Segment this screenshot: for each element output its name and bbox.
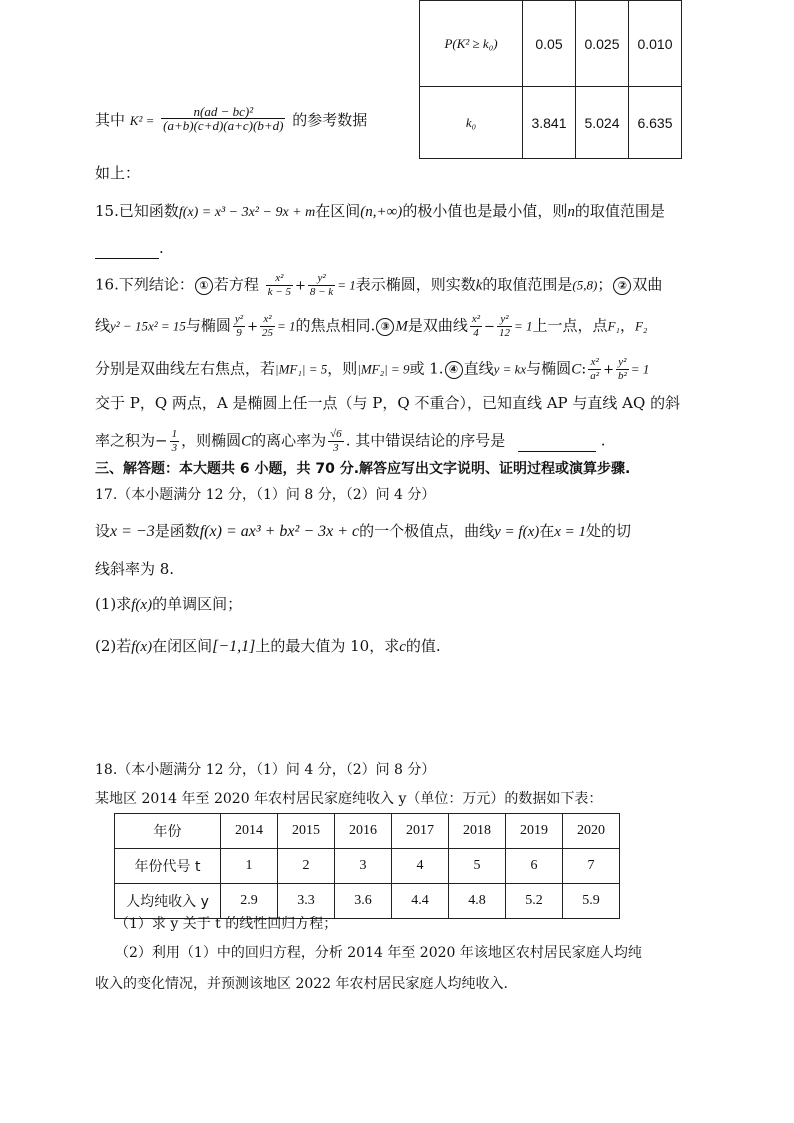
q16-text: 16.下列结论： (95, 275, 194, 294)
q16-text: . 其中错误结论的序号是 (345, 431, 506, 450)
table-cell: 5 (449, 849, 506, 884)
q17-part-2 (95, 636, 441, 657)
frac-num: x² (588, 356, 601, 370)
q17-text: 在闭区间 (152, 637, 213, 655)
var-f2: F₂ (634, 318, 648, 334)
q16-text: . (600, 431, 606, 450)
table-cell: 2014 (221, 814, 278, 849)
frac-den: 25 (262, 327, 274, 339)
var-f1: F₁ (607, 318, 620, 334)
table-cell: 4 (392, 849, 449, 884)
table-cell: 3.6 (335, 884, 392, 919)
var-k: k (475, 277, 483, 294)
table-cell: 7 (563, 849, 620, 884)
item-marker-1: ① (195, 277, 213, 295)
op: + (294, 278, 306, 294)
q17-text: 设 (95, 522, 111, 540)
q16-text: 分别是双曲线左右焦点，若 (95, 359, 276, 378)
q16-text: : (581, 359, 587, 378)
q17-text: 的值. (405, 637, 441, 655)
q16-range: (5,8) (572, 277, 598, 293)
q18-header: 18.（本小题满分 12 分，（1）问 4 分，（2）问 8 分） (95, 762, 436, 778)
frac-num: x² (471, 313, 481, 325)
q15-function: f(x) = x³ − 3x² − 9x + m (178, 205, 316, 220)
table-cell: 5.9 (563, 884, 620, 919)
frac-den: b² (617, 370, 627, 382)
table-cell: 6 (506, 849, 563, 884)
q16-text: 的取值范围是 (482, 275, 573, 294)
q16-text: 与椭圆 (185, 316, 231, 335)
q17-text: 在 (539, 522, 555, 540)
q15-line (95, 201, 665, 223)
q17-math: c (399, 639, 406, 655)
q16-text: ； (597, 275, 613, 294)
op: − (484, 319, 495, 335)
item-marker-4: ④ (445, 361, 463, 379)
q16-fraction (170, 428, 180, 455)
q16-fraction (260, 313, 275, 340)
q15-text: 在区间 (315, 202, 361, 220)
q15-variable: n (567, 204, 575, 220)
q16-text: ，则椭圆 (181, 431, 242, 450)
k-formula-lhs: K² = (129, 113, 155, 128)
op: + (603, 362, 614, 378)
table-cell: 2017 (392, 814, 449, 849)
frac-den: a² (590, 370, 600, 382)
q16-text: 双曲 (632, 275, 663, 294)
var-c: C (241, 433, 252, 450)
op: = 1 (337, 277, 356, 293)
q18-part-2b: 收入的变化情况，并预测该地区 2022 年农村居民家庭人均纯收入. (95, 976, 508, 992)
k-formula-line (95, 103, 368, 133)
q18-intro: 某地区 2014 年至 2020 年农村居民家庭纯收入 y（单位：万元）的数据如下表： (95, 791, 603, 807)
q17-math: x = −3 (110, 523, 155, 540)
table-row-header: 年份代号 t (115, 849, 221, 884)
q17-math: f(x) (131, 639, 153, 655)
q15-text: 的极小值也是最小值，则 (402, 202, 568, 220)
q17-math: f(x) (131, 597, 153, 613)
k-table-header-k0: k₀ (420, 87, 523, 159)
op: = 1 (277, 318, 296, 334)
q17-line-1 (95, 521, 631, 542)
q16-answer-blank[interactable] (518, 431, 596, 452)
q16-fraction (497, 313, 512, 340)
frac-den: 3 (171, 442, 178, 454)
q17-line-2: 线斜率为 8. (95, 560, 175, 578)
q16-fraction (328, 428, 344, 455)
q16-line-eq: y = kx (493, 361, 527, 377)
k-table-cell: 5.024 (576, 87, 629, 159)
k-table-cell: 0.010 (629, 1, 682, 87)
q15-text: 15.已知函数 (95, 202, 179, 220)
q16-text: 的离心率为 (251, 431, 327, 450)
var-m: M (395, 318, 408, 335)
op: = 1 (513, 318, 533, 334)
q17-text: 的单调区间； (152, 595, 243, 613)
q18-data-table (114, 813, 620, 919)
frac-num: y² (497, 313, 512, 327)
frac-den: 12 (498, 327, 510, 339)
q15-interval: (n,+∞) (360, 204, 403, 220)
k-reference-table (419, 0, 682, 159)
frac-den: 9 (236, 327, 242, 339)
op: − (155, 431, 168, 450)
q16-text: 的焦点相同. (295, 316, 376, 335)
q17-text: 处的切 (586, 522, 632, 540)
q15-answer-blank[interactable] (95, 238, 159, 259)
frac-num: √6 (330, 428, 342, 440)
k-table-cell: 3.841 (523, 87, 576, 159)
q16-text: 直线 (463, 359, 494, 378)
q15-answer-line (95, 238, 164, 259)
frac-num: 1 (171, 428, 178, 440)
table-row-header: 年份 (115, 814, 221, 849)
q17-text: 的一个极值点，曲线 (359, 522, 495, 540)
k-formula-suffix: 的参考数据 (292, 111, 368, 129)
q16-text: 是双曲线 (407, 316, 468, 335)
item-marker-3: ③ (376, 318, 394, 336)
q15-text: 的取值范围是 (574, 202, 665, 220)
q17-text: (2)若 (95, 637, 132, 655)
q17-text: 是函数 (154, 522, 200, 540)
q17-math: y = f(x) (494, 524, 540, 540)
table-cell: 4.4 (392, 884, 449, 919)
table-cell: 2019 (506, 814, 563, 849)
q15-end: . (159, 239, 164, 257)
q16-line-4: 交于 P，Q 两点，A 是椭圆上任一点（与 P，Q 不重合），已知直线 AP 与直线 AQ 的斜 (95, 394, 681, 412)
q16-text: ，则 (327, 359, 358, 378)
k-table-header-p: P(K² ≥ k₀) (420, 1, 523, 87)
k-table-cell: 0.025 (576, 1, 629, 87)
q16-fraction (233, 313, 245, 340)
q16-fraction (616, 356, 629, 383)
q18-part-1: （1）求 y 关于 t 的线性回归方程； (115, 916, 338, 932)
q16-line-5 (95, 428, 606, 455)
q17-text: 上的最大值为 10，求 (255, 637, 400, 655)
table-row-header: 人均纯收入 y (115, 884, 221, 919)
k-formula-fraction (161, 105, 285, 132)
table-cell: 3 (335, 849, 392, 884)
q17-function: f(x) = ax³ + bx² − 3x + c (199, 523, 360, 540)
frac-num: x² (266, 272, 293, 286)
q18-part-2a: （2）利用（1）中的回归方程，分析 2014 年至 2020 年该地区农村居民家庭人均纯 (115, 945, 642, 961)
q16-text: 上一点，点 (532, 316, 608, 335)
q16-fraction (470, 313, 482, 340)
frac-den: 8 − k (309, 286, 334, 298)
var-c: C (571, 361, 582, 378)
table-cell: 4.8 (449, 884, 506, 919)
table-cell: 3.3 (278, 884, 335, 919)
q16-text: ， (619, 316, 635, 335)
q17-text: (1)求 (95, 595, 132, 613)
frac-num: y² (308, 272, 335, 286)
q16-text: 与椭圆 (526, 359, 572, 378)
q17-interval: [−1,1] (212, 638, 256, 655)
q16-fraction (308, 272, 335, 299)
item-marker-2: ② (613, 277, 631, 295)
q17-math: x = 1 (554, 524, 587, 540)
q16-fraction (588, 356, 601, 383)
q17-part-1 (95, 594, 242, 615)
q16-mf2: |MF₂| = 9 (357, 361, 410, 377)
q16-line-1 (95, 272, 662, 299)
frac-num: y² (616, 356, 629, 370)
frac-den: 4 (473, 327, 479, 339)
q16-fraction (266, 272, 293, 299)
table-cell: 5.2 (506, 884, 563, 919)
q16-text: 或 1. (409, 359, 444, 378)
frac-num: x² (260, 313, 275, 327)
section-3-heading: 三、解答题：本大题共 6 小题，共 70 分.解答应写出文字说明、证明过程或演算步骤. (95, 461, 631, 477)
table-cell: 2 (278, 849, 335, 884)
k-formula-denominator: (a+b)(c+d)(a+c)(b+d) (163, 117, 284, 133)
q16-line-2 (95, 313, 647, 340)
k-table-cell: 6.635 (629, 87, 682, 159)
op: = 1 (630, 361, 650, 377)
q16-text: 率之积为 (95, 431, 156, 450)
op: + (247, 319, 259, 335)
table-cell: 2015 (278, 814, 335, 849)
table-cell: 2.9 (221, 884, 278, 919)
k-formula-numerator: n(ad − bc)² (161, 105, 285, 119)
q16-hyperbola: y² − 15x² = 15 (110, 318, 186, 334)
frac-den: 3 (333, 442, 339, 454)
q17-header: 17.（本小题满分 12 分，（1）问 8 分，（2）问 4 分） (95, 487, 436, 503)
table-cell: 1 (221, 849, 278, 884)
q16-mf1: |MF₁| = 5 (275, 361, 328, 377)
q16-line-3 (95, 356, 649, 383)
q16-text: 表示椭圆，则实数 (355, 275, 476, 294)
frac-num: y² (234, 313, 244, 325)
k-formula-cont: 如上： (95, 164, 141, 182)
table-cell: 2016 (335, 814, 392, 849)
q16-text: 线 (95, 316, 111, 335)
k-table-cell: 0.05 (523, 1, 576, 87)
k-formula-prefix: 其中 (95, 111, 126, 129)
table-cell: 2020 (563, 814, 620, 849)
q16-text: 若方程 (213, 275, 259, 294)
table-cell: 2018 (449, 814, 506, 849)
frac-den: k − 5 (267, 286, 291, 298)
